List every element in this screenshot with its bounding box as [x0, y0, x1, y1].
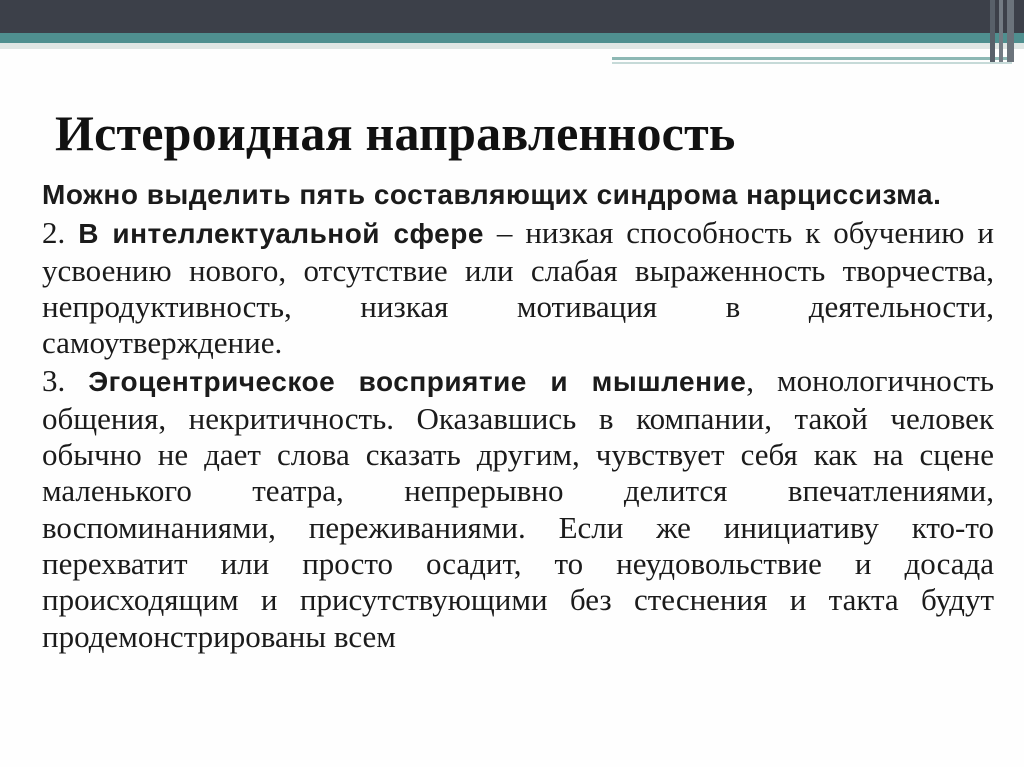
- item-3-text: , монологичность общения, некритичность. Оказавшись в компании, такой человек обычно не дает слова сказать другим, чувствует себя как на сцене маленького театра, непрерывно делится впечатлениями, воспоминаниями, переживаниями. Если же инициативу кто-то перехватит или просто осадит, то неудовольствие и досада происходящим и присутствующими без стеснения и такта будут продемонстрированы всем: [42, 363, 995, 654]
- header-edge-bar: [1007, 0, 1014, 62]
- header-accent-line-secondary: [612, 62, 1012, 64]
- item-3-number: 3.: [42, 363, 66, 399]
- intro-text: Можно выделить пять составляющих синдрома нарциссизма.: [42, 179, 942, 210]
- slide-body: [42, 176, 994, 657]
- item-2-paragraph: [42, 215, 994, 361]
- header-accent-line: [612, 57, 1012, 60]
- item-2-heading: В интеллектуальной сфере: [78, 218, 484, 250]
- item-2-text: – низкая способность к обучению и усвоению нового, отсутствие или слабая выраженность творчества, непродуктивность, низкая мотивация в деятельности, самоутверждение.: [42, 215, 994, 361]
- item-3-paragraph: [42, 363, 994, 654]
- header-teal-band: [0, 33, 1024, 43]
- slide-title: Истероидная направленность: [55, 105, 736, 161]
- header-light-band: [0, 43, 1024, 49]
- header-edge-bar: [999, 0, 1003, 62]
- header-edge-bar: [990, 0, 995, 62]
- item-3-heading: Эгоцентрическое восприятие и мышление: [88, 366, 747, 398]
- intro-paragraph: [42, 176, 994, 213]
- header-dark-band: [0, 0, 1024, 33]
- item-2-number: 2.: [42, 215, 66, 251]
